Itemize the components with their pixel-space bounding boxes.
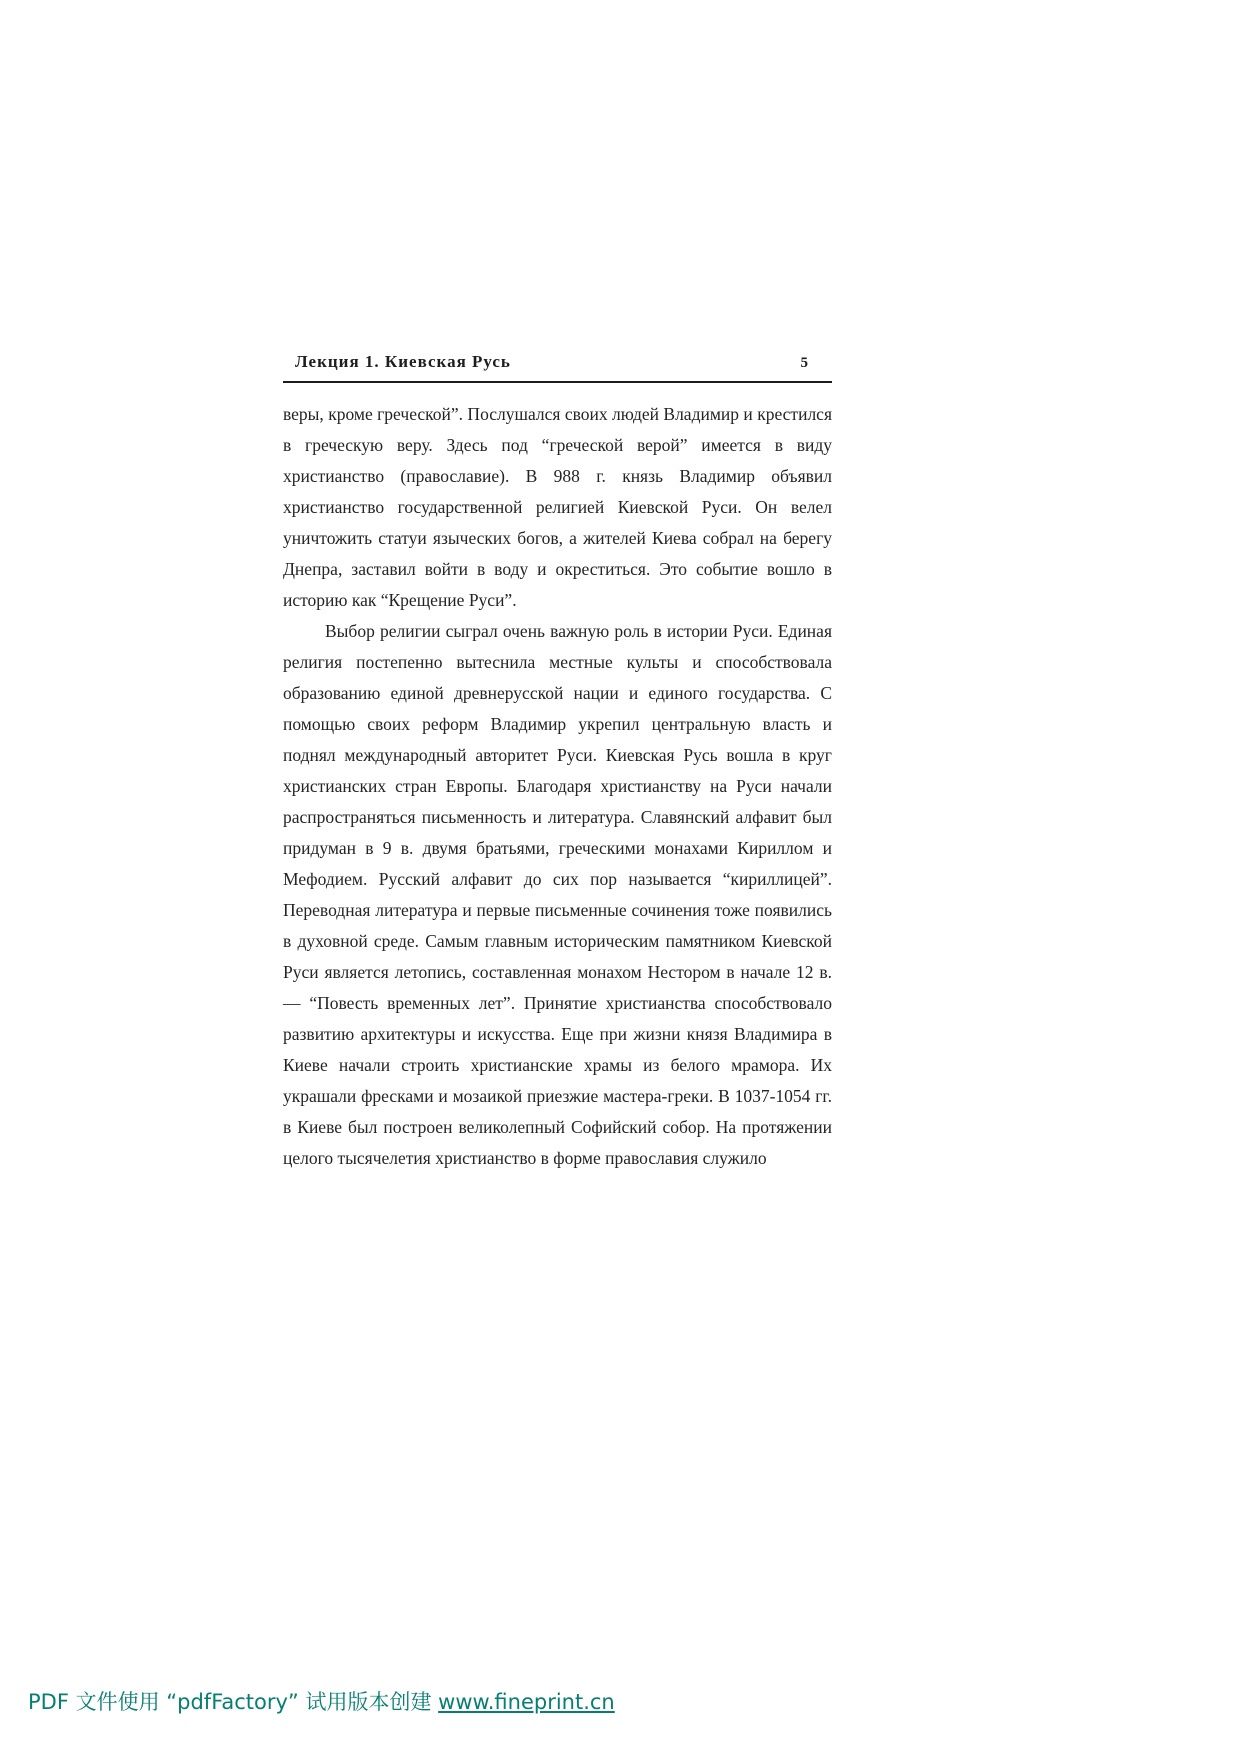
body-text [283, 399, 832, 1174]
paragraph: Выбор религии сыграл очень важную роль в истории Руси. Единая религия постепенно вытеснила местные культы и способствовала образованию единой древнерусской нации и единого государства. С помощью своих реформ Владимир укрепил центральную власть и поднял международный авторитет Руси. Киевская Русь вошла в круг христианских стран Европы. Благодаря христианству на Руси начали распространяться письменность и литература. Славянский алфавит был придуман в 9 в. двумя братьями, греческими монахами Кириллом и Мефодием. Русский алфавит до сих пор называется “кириллицей”. Переводная литература и первые письменные сочинения тоже появились в духовной среде. Самым главным историческим памятником Киевской Руси является летопись, составленная монахом Нестором в начале 12 в. — “Повесть временных лет”. Принятие христианства способствовало развитию архитектуры и искусства. Еще при жизни князя Владимира в Киеве начали строить христианские храмы из белого мрамора. Их украшали фресками и мозаикой приезжие мастера-греки. В 1037-1054 гг. в Киеве был построен великолепный Софийский собор. На протяжении целого тысячелетия христианство в форме православия служило [283, 621, 832, 1168]
paragraph-continuation: веры, кроме греческой”. Послушался своих людей Владимир и крестился в греческую веру. Здесь под “греческой верой” имеется в виду христианство (православие). В 988 г. князь Владимир объявил христианство государственной религией Киевской Руси. Он велел уничтожить статуи языческих богов, а жителей Киева собрал на берегу Днепра, заставил войти в воду и окреститься. Это событие вошло в историю как “Крещение Руси”. [283, 404, 832, 610]
page-number: 5 [800, 355, 808, 371]
watermark-text: PDF 文件使用 “pdfFactory” 试用版本创建 [28, 1690, 439, 1714]
pdf-watermark [28, 1686, 615, 1716]
page-content-column [283, 352, 832, 1174]
chapter-title: Лекция 1. Киевская Русь [295, 352, 511, 371]
page-header [283, 352, 832, 383]
fineprint-link[interactable]: www.fineprint.cn [438, 1690, 615, 1714]
